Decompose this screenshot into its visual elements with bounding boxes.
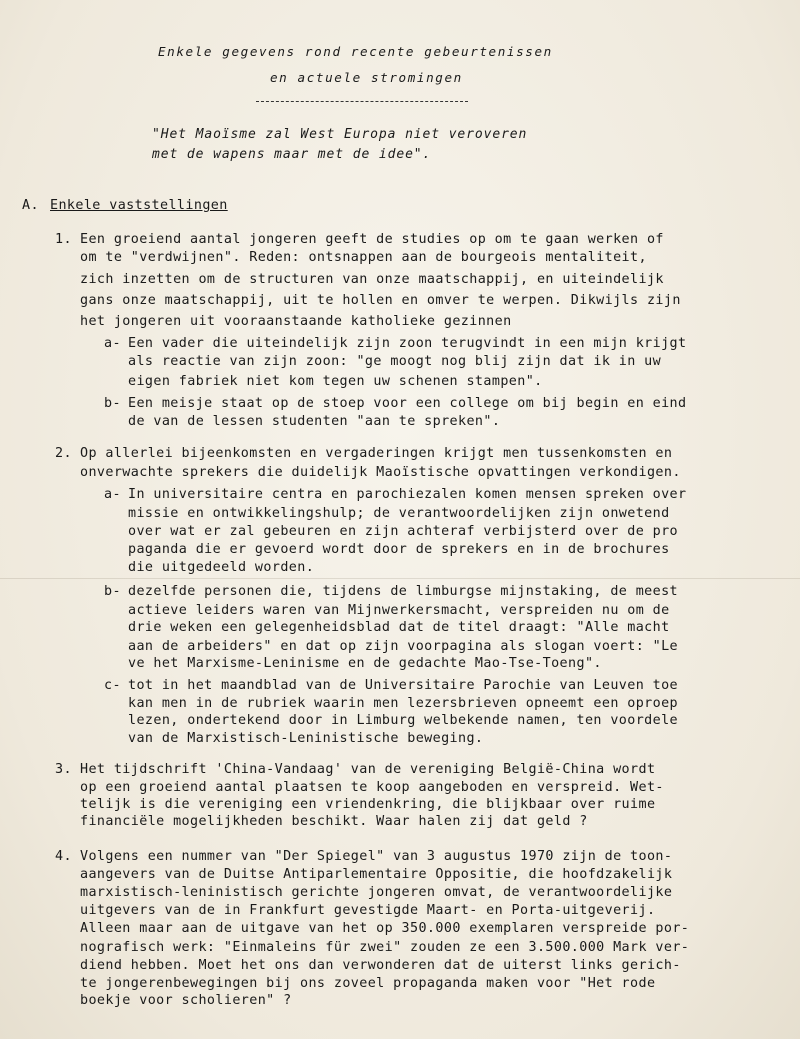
title-line-1: Enkele gegevens rond recente gebeurtenissen	[158, 44, 553, 59]
item-text-line: aangevers van de Duitse Antiparlementaire Oppositie, die hoofdzakelijk	[80, 867, 673, 882]
subitem-text-line: drie weken een gelegenheidsblad dat de titel draagt: "Alle macht	[128, 620, 670, 635]
subitem-text-line: als reactie van zijn zoon: "ge moogt nog blij zijn dat ik in uw	[128, 354, 662, 369]
section-heading: Enkele vaststellingen	[50, 198, 228, 213]
item-number: 4.	[55, 849, 72, 864]
item-text-line: Het tijdschrift 'China-Vandaag' van de vereniging België-China wordt	[80, 762, 656, 777]
subitem-text-line: ve het Marxisme-Leninisme en de gedachte Mao-Tse-Toeng".	[128, 656, 602, 671]
item-number: 2.	[55, 446, 72, 461]
section-letter: A.	[22, 198, 39, 213]
item-text-line: nografisch werk: "Einmaleins für zwei" zouden ze een 3.500.000 Mark ver-	[80, 940, 690, 955]
subitem-text-line: eigen fabriek niet kom tegen uw schenen stampen".	[128, 374, 543, 389]
subitem-text-line: lezen, ondertekend door in Limburg welbekende namen, ten voordele	[128, 713, 679, 728]
subitem-text-line: tot in het maandblad van de Universitaire Parochie van Leuven toe	[128, 678, 679, 693]
item-text-line: Op allerlei bijeenkomsten en vergaderingen krijgt men tussenkomsten en	[80, 446, 673, 461]
subitem-text-line: van de Marxistisch-Leninistische beweging.	[128, 731, 484, 746]
title-underline	[256, 101, 468, 102]
item-text-line: diend hebben. Moet het ons dan verwonderen dat de uiterst links gerich-	[80, 958, 681, 973]
item-number: 1.	[55, 232, 72, 247]
item-text-line: het jongeren uit vooraanstaande katholieke gezinnen	[80, 314, 512, 329]
item-text-line: financiële mogelijkheden beschikt. Waar halen zij dat geld ?	[80, 814, 588, 829]
item-text-line: zich inzetten om de structuren van onze maatschappij, en uiteindelijk	[80, 272, 664, 287]
quote-line-2: met de wapens maar met de idee".	[152, 147, 432, 162]
subitem-text-line: missie en ontwikkelingshulp; de verantwoordelijken zijn onwetend	[128, 506, 670, 521]
item-text-line: onverwachte sprekers die duidelijk Maoïstische opvattingen verkondigen.	[80, 465, 681, 480]
subitem-text-line: kan men in de rubriek waarin men lezersbrieven opneemt een oproep	[128, 696, 679, 711]
item-text-line: gans onze maatschappij, uit te hollen en omver te werpen. Dikwijls zijn	[80, 293, 681, 308]
item-text-line: op een groeiend aantal plaatsen te koop aangeboden en verspreid. Wet-	[80, 780, 664, 795]
subitem-text-line: over wat er zal gebeuren en zijn achteraf verbijsterd over de pro	[128, 524, 679, 539]
subitem-letter: a-	[104, 487, 121, 502]
item-number: 3.	[55, 762, 72, 777]
subitem-letter: c-	[104, 678, 121, 693]
subitem-text-line: de van de lessen studenten "aan te spreken".	[128, 414, 501, 429]
subitem-text-line: paganda die er gevoerd wordt door de sprekers en in de brochures	[128, 542, 670, 557]
subitem-letter: a-	[104, 336, 121, 351]
subitem-letter: b-	[104, 584, 121, 599]
paper-fold	[0, 578, 800, 579]
title-line-2: en actuele stromingen	[270, 70, 463, 85]
item-text-line: om te "verdwijnen". Reden: ontsnappen aan de bourgeois mentaliteit,	[80, 250, 647, 265]
subitem-text-line: die uitgedeeld worden.	[128, 560, 315, 575]
item-text-line: te jongerenbewegingen bij ons zoveel propaganda maken voor "Het rode	[80, 976, 656, 991]
item-text-line: uitgevers van de in Frankfurt gevestigde Maart- en Porta-uitgeverij.	[80, 903, 656, 918]
subitem-text-line: dezelfde personen die, tijdens de limburgse mijnstaking, de meest	[128, 584, 679, 599]
item-text-line: Volgens een nummer van "Der Spiegel" van 3 augustus 1970 zijn de toon-	[80, 849, 673, 864]
subitem-letter: b-	[104, 396, 121, 411]
item-text-line: Een groeiend aantal jongeren geeft de studies op om te gaan werken of	[80, 232, 664, 247]
item-text-line: telijk is die vereniging een vriendenkring, die blijkbaar over ruime	[80, 797, 656, 812]
subitem-text-line: aan de arbeiders" en dat op zijn voorpagina als slogan voert: "Le	[128, 639, 679, 654]
item-text-line: marxistisch-leninistisch gerichte jongeren omvat, de verantwoordelijke	[80, 885, 673, 900]
subitem-text-line: Een vader die uiteindelijk zijn zoon terugvindt in een mijn krijgt	[128, 336, 687, 351]
item-text-line: boekje voor scholieren" ?	[80, 993, 292, 1008]
subitem-text-line: Een meisje staat op de stoep voor een college om bij begin en eind	[128, 396, 687, 411]
item-text-line: Alleen maar aan de uitgave van het op 350.000 exemplaren verspreide por-	[80, 921, 690, 936]
quote-line-1: "Het Maoïsme zal West Europa niet veroveren	[152, 127, 528, 142]
subitem-text-line: In universitaire centra en parochiezalen komen mensen spreken over	[128, 487, 687, 502]
subitem-text-line: actieve leiders waren van Mijnwerkersmacht, verspreiden nu om de	[128, 603, 670, 618]
